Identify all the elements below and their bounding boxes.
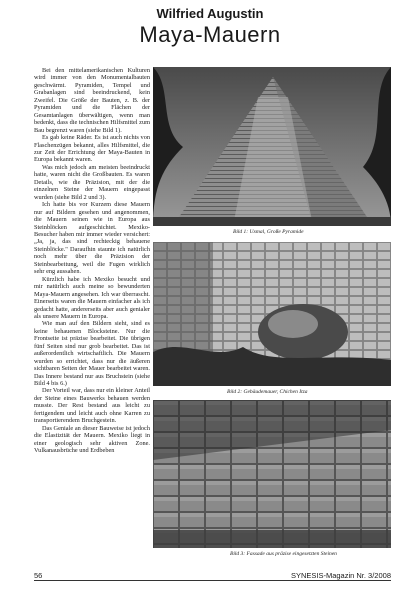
- paragraph: Kürzlich habe ich Mexiko besucht und mir natürlich auch meine so bewunderten Maya-Mauern angesehen. Ich war überrascht. Einerseits waren die Mauern einfacher als ich gedacht hatte, andererseits aber auch genialer als unsere Mauern in Europa.: [34, 275, 150, 320]
- paragraph: Der Vorteil war, dass nur ein kleiner Anteil der Steine eines Bauwerks behauen werden musste. Der Rest bestand aus leicht zu fertigendem und leicht auch ohne Karren zu transportierendem Bruchgestein.: [34, 387, 150, 425]
- publication-name: SYNESIS-Magazin Nr. 3/2008: [290, 571, 391, 580]
- paragraph: Es gab keine Räder. Es ist auch nichts von Flaschenzügen bekannt, alles Hilfsmittel, die zur Zeit der Errichtung der Maya-Bauten in Europa bekannt waren.: [34, 134, 150, 164]
- footer-rule: [34, 580, 391, 581]
- figure-caption: Bild 3: Fassade aus präzise eingesetzten Steinen: [230, 551, 337, 557]
- page-number: 56: [34, 571, 43, 580]
- paragraph: Ich hatte bis vor Kurzem diese Mauern nur auf Bildern gesehen und angenommen, die Mauern seinen wie in Europa aus Steinblöcken aufgeschichtet. Mexiko-Besucher haben mir immer wieder versichert: „Ja, ja, das sind rechteckig behauene Steinblöcke." Daraufhin staunte ich natürlich noch mehr über die Präzision der Steinbearbeitung, weil die Fugen wirklich sehr eng aussahen.: [34, 201, 150, 276]
- body-text-column: [34, 67, 150, 455]
- paragraph: Das Geniale an dieser Bauweise ist jedoch die Elastizität der Mauern. Mexiko liegt in einer geologisch sehr aktiven Zone. Vulkanausbrüche und Erdbeben: [34, 424, 150, 455]
- photo-facade-stones: [153, 400, 391, 548]
- article-title: Maya-Mauern: [139, 22, 281, 47]
- article-author: Wilfried Augustin: [156, 6, 264, 21]
- paragraph: Bei den mittelamerikanischen Kulturen wird immer von den Monumentalbauten geschwärmt. Pyramiden, Tempel und Grabanlagen sind beeindruckend, kein Zweifel. Die Größe der Bauten, z. B. der Pyramiden und die Flächen der Gesamtanlagen überwältigen, wenn man bedenkt, dass die technischen Hilfsmittel zum Bau begrenzt waren (siehe Bild 1).: [34, 67, 150, 134]
- photo-pyramid: [153, 67, 391, 226]
- figure-caption: Bild 1: Uxmal, Große Pyramide: [233, 229, 304, 235]
- figure-caption: Bild 2: Gebäudemauer, Chichen Itza: [227, 389, 308, 395]
- paragraph: Was mich jedoch am meisten beeindruckt hatte, waren nicht die Großbauten. Es waren Details, wie die Präzision, mit der die einzelnen Steine der Mauern eingepasst wurden (siehe Bild 2 und 3).: [34, 163, 150, 201]
- photo-building-wall: [153, 242, 391, 386]
- paragraph: Wie man auf den Bildern sieht, sind es keine behauenen Blocksteine. Nur die Frontseite ist präzise bearbeitet. Die übrigen fünf Seiten sind nur grob bearbeitet. Das ist außerordentlich wirtschaftlich. Die Mauern wurden so errichtet, dass nur die äußeren sichtbaren Seiten der Mauer bearbeitet waren. Das Innere bestand nur aus Bruchstein (siehe Bild 4 bis 6.): [34, 320, 150, 388]
